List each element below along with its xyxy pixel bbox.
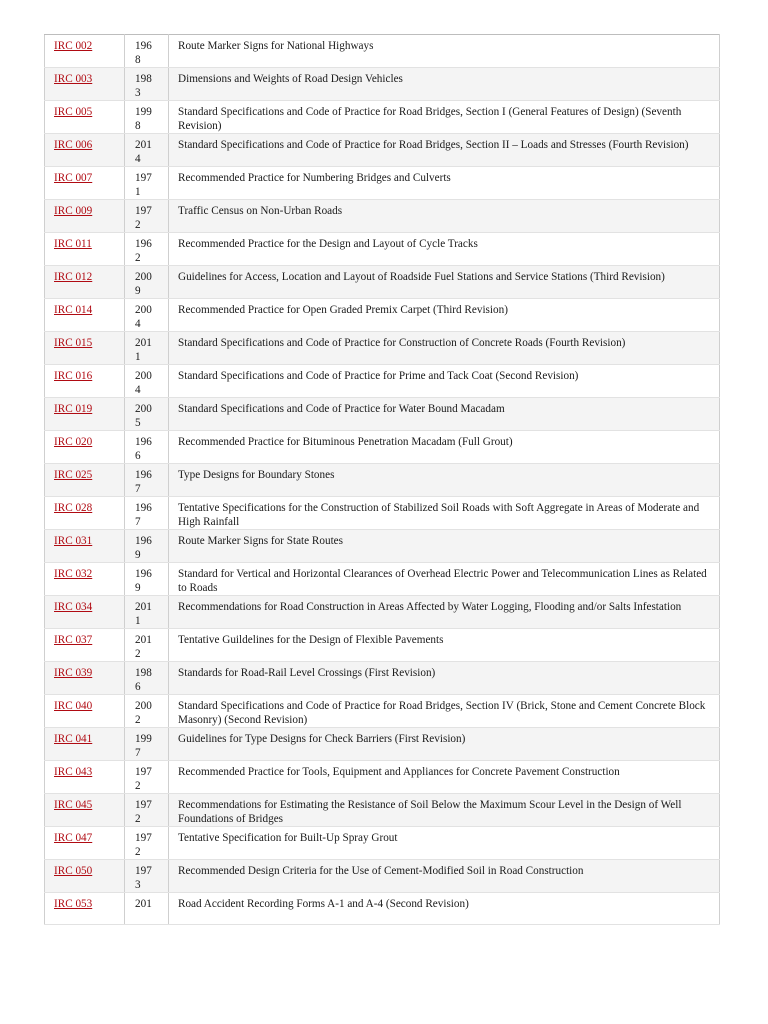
standard-code-link[interactable]: IRC 045: [54, 799, 93, 811]
table-row: [45, 134, 720, 167]
code-cell: [45, 134, 125, 167]
table-row: [45, 695, 720, 728]
title-cell: Recommended Practice for Open Graded Premix Carpet (Third Revision): [169, 299, 720, 332]
code-cell: [45, 530, 125, 563]
standard-code-link[interactable]: IRC 041: [54, 733, 93, 745]
table-row: [45, 497, 720, 530]
table-row: [45, 431, 720, 464]
title-cell: Dimensions and Weights of Road Design Vehicles: [169, 68, 720, 101]
title-cell: Tentative Guildelines for the Design of Flexible Pavements: [169, 629, 720, 662]
year-cell: [125, 761, 169, 794]
title-cell: Recommendations for Road Construction in Areas Affected by Water Logging, Flooding and/or Salts Infestation: [169, 596, 720, 629]
standard-code-link[interactable]: IRC 005: [54, 106, 93, 118]
code-cell: [45, 464, 125, 497]
year-cell: [125, 299, 169, 332]
title-cell: Tentative Specifications for the Construction of Stabilized Soil Roads with Soft Aggregate in Areas of Moderate and High Rainfall: [169, 497, 720, 530]
code-cell: [45, 662, 125, 695]
title-cell: Standards for Road-Rail Level Crossings (First Revision): [169, 662, 720, 695]
code-cell: [45, 101, 125, 134]
title-cell: Standard Specifications and Code of Practice for Road Bridges, Section IV (Brick, Stone and Cement Concrete Block Masonry) (Second Revision): [169, 695, 720, 728]
year-cell: [125, 68, 169, 101]
code-cell: [45, 761, 125, 794]
standard-code-link[interactable]: IRC 028: [54, 502, 93, 514]
standard-code-link[interactable]: IRC 034: [54, 601, 93, 613]
year-text: 1983: [135, 73, 152, 99]
year-text: 1967: [135, 469, 152, 495]
year-text: 1998: [135, 106, 152, 132]
year-cell: [125, 398, 169, 431]
table-row: [45, 761, 720, 794]
code-cell: [45, 365, 125, 398]
year-cell: [125, 827, 169, 860]
year-text: 2014: [135, 139, 152, 165]
title-cell: Road Accident Recording Forms A-1 and A-4 (Second Revision): [169, 893, 720, 925]
year-text: 1972: [135, 799, 152, 825]
year-cell: [125, 266, 169, 299]
year-text: 1971: [135, 172, 152, 198]
title-cell: Recommendations for Estimating the Resistance of Soil Below the Maximum Scour Level in the Design of Well Foundations of Bridges: [169, 794, 720, 827]
table-row: [45, 827, 720, 860]
title-cell: Guidelines for Type Designs for Check Barriers (First Revision): [169, 728, 720, 761]
year-cell: [125, 431, 169, 464]
title-cell: Guidelines for Access, Location and Layout of Roadside Fuel Stations and Service Stations (Third Revision): [169, 266, 720, 299]
title-cell: Standard Specifications and Code of Practice for Prime and Tack Coat (Second Revision): [169, 365, 720, 398]
table-row: [45, 266, 720, 299]
table-row: [45, 233, 720, 266]
table-row: [45, 464, 720, 497]
code-cell: [45, 596, 125, 629]
standard-code-link[interactable]: IRC 015: [54, 337, 93, 349]
year-cell: [125, 596, 169, 629]
title-cell: Type Designs for Boundary Stones: [169, 464, 720, 497]
year-text: 2002: [135, 700, 152, 726]
code-cell: [45, 827, 125, 860]
year-text: 2004: [135, 304, 152, 330]
title-cell: Standard Specifications and Code of Practice for Construction of Concrete Roads (Fourth Revision): [169, 332, 720, 365]
code-cell: [45, 563, 125, 596]
year-cell: [125, 860, 169, 893]
standard-code-link[interactable]: IRC 009: [54, 205, 93, 217]
table-row: [45, 563, 720, 596]
table-row: [45, 200, 720, 233]
year-text: 1973: [135, 865, 152, 891]
title-cell: Route Marker Signs for State Routes: [169, 530, 720, 563]
code-cell: [45, 893, 125, 925]
code-cell: [45, 398, 125, 431]
title-cell: Standard Specifications and Code of Practice for Water Bound Macadam: [169, 398, 720, 431]
title-cell: Tentative Specification for Built-Up Spray Grout: [169, 827, 720, 860]
year-text: 2009: [135, 271, 152, 297]
standard-code-link[interactable]: IRC 043: [54, 766, 93, 778]
title-cell: Standard for Vertical and Horizontal Clearances of Overhead Electric Power and Telecommunication Lines as Related to Roads: [169, 563, 720, 596]
year-text: 1972: [135, 766, 152, 792]
year-cell: [125, 365, 169, 398]
standard-code-link[interactable]: IRC 016: [54, 370, 93, 382]
year-cell: [125, 563, 169, 596]
standard-code-link[interactable]: IRC 037: [54, 634, 93, 646]
year-text: 1967: [135, 502, 152, 528]
standard-code-link[interactable]: IRC 006: [54, 139, 93, 151]
table-row: [45, 101, 720, 134]
year-text: 1969: [135, 568, 152, 594]
year-cell: [125, 530, 169, 563]
table-row: [45, 332, 720, 365]
year-text: 2011: [135, 337, 152, 363]
year-cell: [125, 794, 169, 827]
code-cell: [45, 794, 125, 827]
code-cell: [45, 860, 125, 893]
code-cell: [45, 200, 125, 233]
year-cell: [125, 200, 169, 233]
table-row: [45, 596, 720, 629]
year-cell: [125, 497, 169, 530]
year-cell: [125, 893, 169, 925]
code-cell: [45, 167, 125, 200]
code-cell: [45, 266, 125, 299]
standard-code-link[interactable]: IRC 047: [54, 832, 93, 844]
standard-code-link[interactable]: IRC 012: [54, 271, 93, 283]
table-row: [45, 167, 720, 200]
irc-standards-table: [44, 34, 720, 925]
year-cell: [125, 233, 169, 266]
title-cell: Traffic Census on Non-Urban Roads: [169, 200, 720, 233]
code-cell: [45, 299, 125, 332]
table-row: [45, 893, 720, 925]
title-cell: Recommended Practice for Bituminous Penetration Macadam (Full Grout): [169, 431, 720, 464]
standard-code-link[interactable]: IRC 040: [54, 700, 93, 712]
standard-code-link[interactable]: IRC 007: [54, 172, 93, 184]
table-row: [45, 629, 720, 662]
standard-code-link[interactable]: IRC 019: [54, 403, 93, 415]
year-text: 2004: [135, 370, 152, 396]
year-text: 1986: [135, 667, 152, 693]
standard-code-link[interactable]: IRC 053: [54, 898, 93, 910]
standard-code-link[interactable]: IRC 014: [54, 304, 93, 316]
year-text: 1972: [135, 205, 152, 231]
code-cell: [45, 332, 125, 365]
year-text: 1997: [135, 733, 152, 759]
year-cell: [125, 728, 169, 761]
standard-code-link[interactable]: IRC 002: [54, 40, 93, 52]
standard-code-link[interactable]: IRC 031: [54, 535, 93, 547]
table-row: [45, 35, 720, 68]
standard-code-link[interactable]: IRC 050: [54, 865, 93, 877]
year-cell: [125, 35, 169, 68]
year-cell: [125, 332, 169, 365]
year-cell: [125, 695, 169, 728]
year-cell: [125, 629, 169, 662]
table-row: [45, 398, 720, 431]
year-text: 2012: [135, 634, 152, 660]
year-text: 1969: [135, 535, 152, 561]
irc-table-body: [45, 35, 720, 925]
table-row: [45, 530, 720, 563]
year-cell: [125, 464, 169, 497]
title-cell: Standard Specifications and Code of Practice for Road Bridges, Section I (General Features of Design) (Seventh Revision): [169, 101, 720, 134]
title-cell: Recommended Practice for the Design and Layout of Cycle Tracks: [169, 233, 720, 266]
code-cell: [45, 728, 125, 761]
code-cell: [45, 35, 125, 68]
title-cell: Recommended Design Criteria for the Use of Cement-Modified Soil in Road Construction: [169, 860, 720, 893]
table-row: [45, 299, 720, 332]
table-row: [45, 68, 720, 101]
table-row: [45, 365, 720, 398]
standard-code-link[interactable]: IRC 003: [54, 73, 93, 85]
table-row: [45, 662, 720, 695]
table-row: [45, 728, 720, 761]
standard-code-link[interactable]: IRC 039: [54, 667, 93, 679]
title-cell: Route Marker Signs for National Highways: [169, 35, 720, 68]
year-text: 1972: [135, 832, 152, 858]
standard-code-link[interactable]: IRC 032: [54, 568, 93, 580]
year-text: 2005: [135, 403, 152, 429]
year-text: 1962: [135, 238, 152, 264]
year-text: 201: [135, 898, 152, 910]
year-text: 1968: [135, 40, 152, 66]
title-cell: Standard Specifications and Code of Practice for Road Bridges, Section II – Loads and Stresses (Fourth Revision): [169, 134, 720, 167]
year-cell: [125, 101, 169, 134]
standard-code-link[interactable]: IRC 025: [54, 469, 93, 481]
table-row: [45, 860, 720, 893]
standard-code-link[interactable]: IRC 020: [54, 436, 93, 448]
standard-code-link[interactable]: IRC 011: [54, 238, 92, 250]
code-cell: [45, 497, 125, 530]
year-text: 1966: [135, 436, 152, 462]
code-cell: [45, 233, 125, 266]
code-cell: [45, 68, 125, 101]
year-cell: [125, 134, 169, 167]
year-cell: [125, 167, 169, 200]
title-cell: Recommended Practice for Tools, Equipment and Appliances for Concrete Pavement Construction: [169, 761, 720, 794]
title-cell: Recommended Practice for Numbering Bridges and Culverts: [169, 167, 720, 200]
year-cell: [125, 662, 169, 695]
code-cell: [45, 431, 125, 464]
year-text: 2011: [135, 601, 152, 627]
table-row: [45, 794, 720, 827]
code-cell: [45, 695, 125, 728]
code-cell: [45, 629, 125, 662]
